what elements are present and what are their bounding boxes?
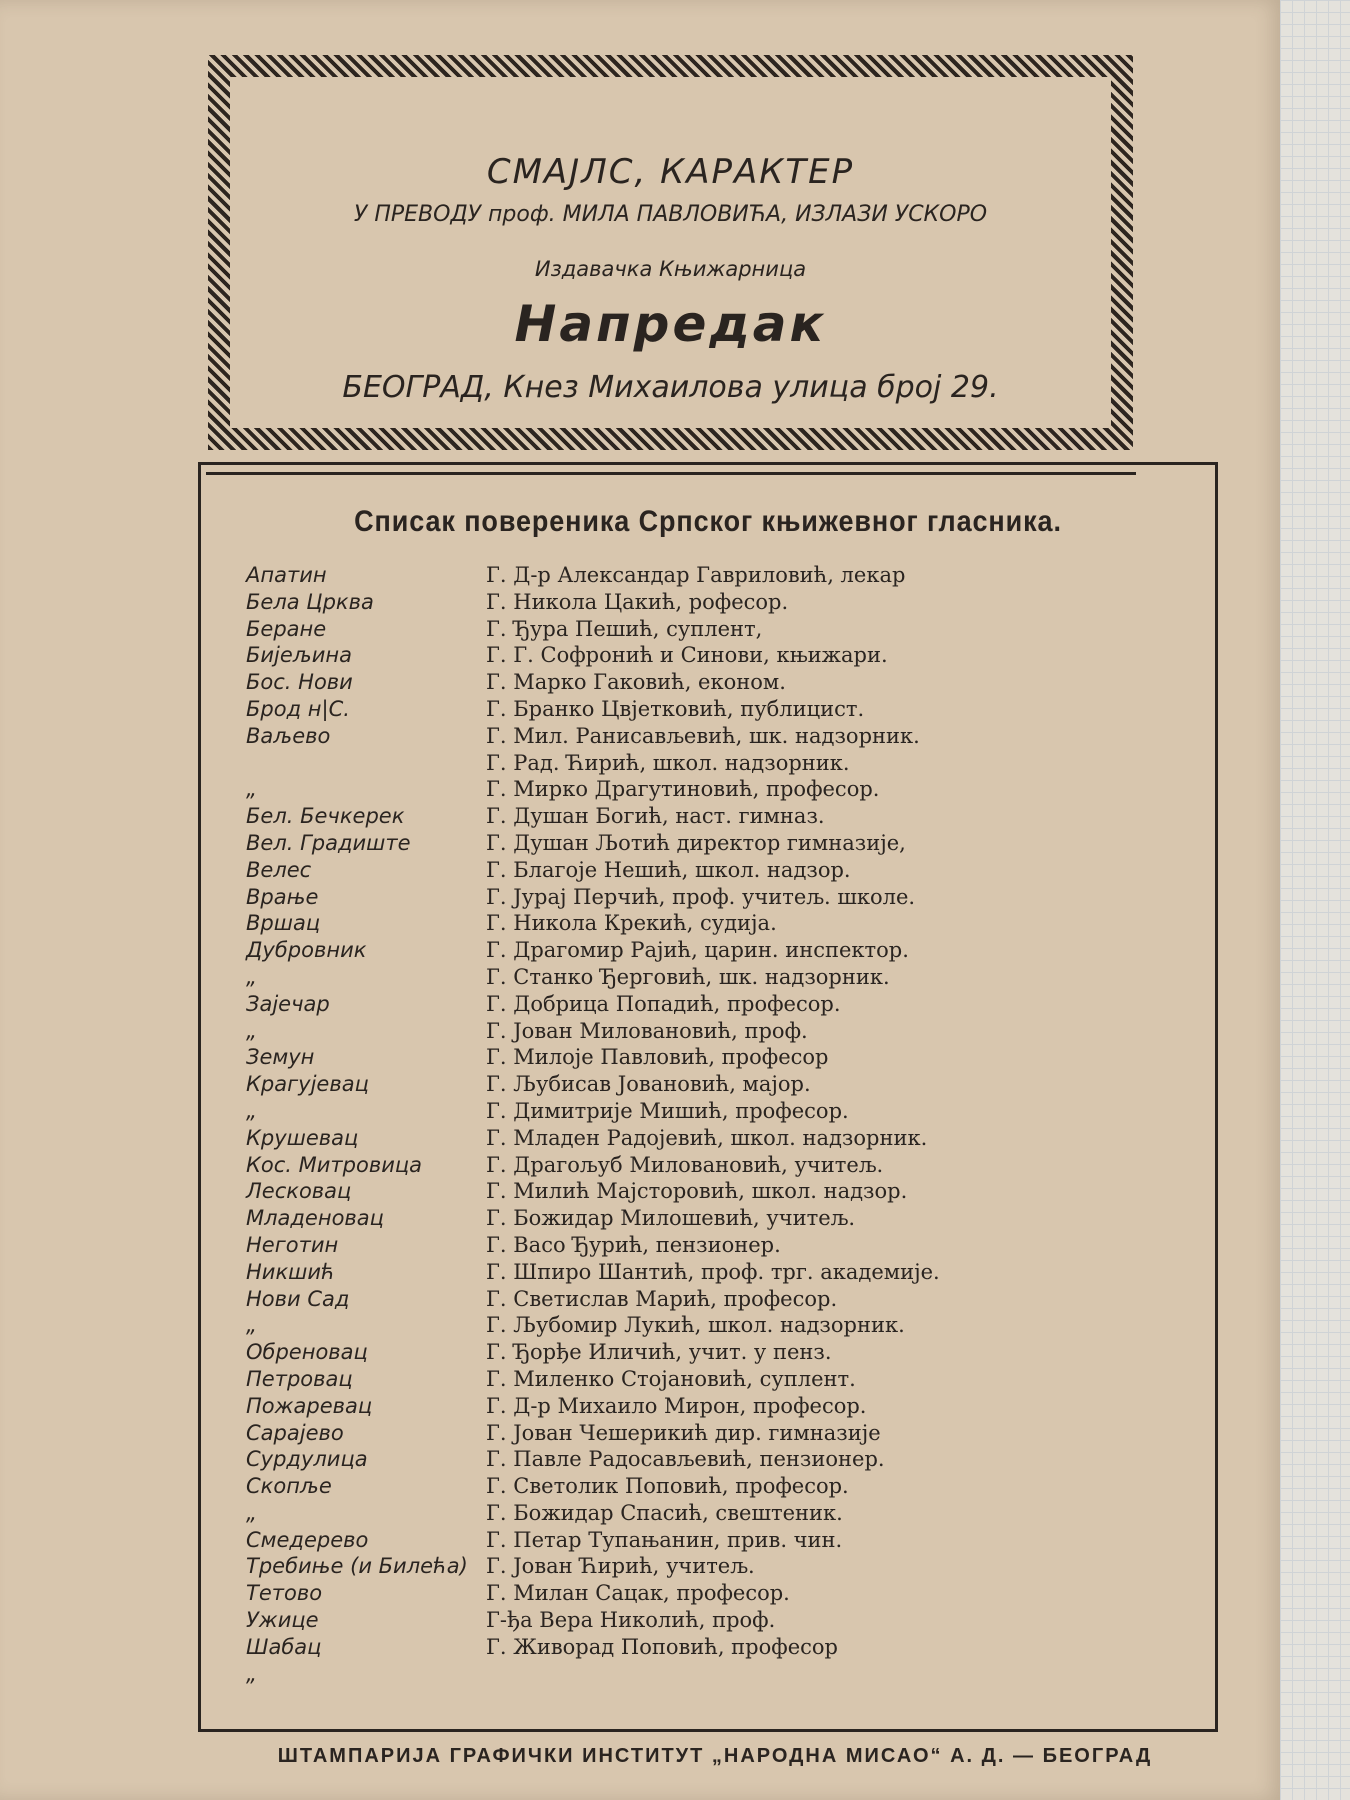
list-item	[246, 1394, 1195, 1421]
list-item	[246, 1313, 1195, 1340]
commissioner-name: Г. Шпиро Шантић, проф. трг. академије.	[486, 1259, 940, 1284]
list-item	[246, 1153, 1195, 1180]
graph-paper-background	[1280, 0, 1350, 1800]
list-item	[246, 1554, 1195, 1581]
commissioner-name: Г. Васо Ђурић, пензионер.	[486, 1232, 781, 1257]
commissioner-name: Г. Младен Радојевић, школ. надзорник.	[486, 1125, 928, 1150]
ad-publisher-name: Напредак	[514, 295, 827, 353]
commissioner-name: Г. Петар Тупањанин, прив. чин.	[486, 1527, 843, 1552]
list-item	[246, 1179, 1195, 1206]
list-item	[246, 831, 1195, 858]
list-item	[246, 1528, 1195, 1555]
commissioner-name: Г-ђа Вера Николић, проф.	[486, 1608, 776, 1633]
town-name: „	[246, 1313, 257, 1338]
commissioner-name: Г. Јован Чешерикић дир. гимназије	[486, 1420, 881, 1445]
town-name: Крагујевац	[246, 1072, 369, 1097]
list-title: Списак повереника Српског књижевног гласника.	[354, 505, 1062, 538]
commissioner-name: Г. Милан Сацак, професор.	[486, 1581, 790, 1606]
town-name: Сурдулица	[246, 1447, 368, 1472]
list-item	[246, 724, 1195, 751]
commissioner-name: Г. Драгомир Рајић, царин. инспектор.	[486, 938, 909, 963]
town-name: Петровац	[246, 1366, 353, 1391]
commissioner-name: Г. Станко Ђерговић, шк. надзорник.	[486, 964, 890, 989]
list-item	[246, 1421, 1195, 1448]
town-name: Бијељина	[246, 643, 353, 668]
town-name: Дубровник	[246, 938, 367, 963]
list-item	[246, 965, 1195, 992]
town-name: „	[246, 964, 257, 989]
list-item	[246, 1099, 1195, 1126]
ad-address: БЕОГРАД, Кнез Михаилова улица број 29.	[342, 370, 999, 405]
list-item	[246, 1126, 1195, 1153]
list-item	[246, 1367, 1195, 1394]
town-name: Лесковац	[246, 1179, 352, 1204]
list-item	[246, 1287, 1195, 1314]
town-name: Земун	[246, 1045, 315, 1070]
list-item	[246, 1501, 1195, 1528]
commissioner-name: Г. Бранко Цвјетковић, публицист.	[486, 696, 865, 721]
commissioner-name: Г. Д-р Михаило Мирон, професор.	[486, 1393, 867, 1418]
commissioner-name: Г. Никола Крекић, судија.	[486, 911, 777, 936]
list-item	[246, 992, 1195, 1019]
town-name: Врање	[246, 884, 319, 909]
list-item	[246, 1260, 1195, 1287]
list-item	[246, 1608, 1195, 1635]
list-item	[246, 590, 1195, 617]
list-item	[246, 1340, 1195, 1367]
commissioner-name: Г. Павле Радосављевић, пензионер.	[486, 1447, 885, 1472]
town-name: Никшић	[246, 1259, 335, 1284]
town-name: Пожаревац	[246, 1393, 373, 1418]
commissioner-name: Г. Љубисав Јовановић, мајор.	[486, 1072, 811, 1097]
list-item	[246, 670, 1195, 697]
commissioner-name: Г. Миленко Стојановић, суплент.	[486, 1366, 856, 1391]
town-name: Ваљево	[246, 723, 331, 748]
list-item	[246, 1635, 1195, 1662]
town-name: Требиње (и Билећа)	[246, 1554, 468, 1579]
town-name: Обреновац	[246, 1340, 368, 1365]
commissioner-name: Г. Душан Љотић директор гимназије,	[486, 830, 906, 855]
commissioner-name: Г. Светолик Поповић, професор.	[486, 1474, 849, 1499]
commissioner-name: Г. Љубомир Лукић, школ. надзорник.	[486, 1313, 905, 1338]
town-name: Смедерево	[246, 1527, 369, 1552]
commissioner-name: Г. Благоје Нешић, школ. надзор.	[486, 857, 851, 882]
list-item	[246, 1233, 1195, 1260]
list-item	[246, 911, 1195, 938]
town-name: Бела Црква	[246, 589, 374, 614]
commissioner-name: Г. Ђура Пешић, суплент,	[486, 616, 763, 641]
town-name: Велес	[246, 857, 312, 882]
town-name: Тетово	[246, 1581, 323, 1606]
list-item	[246, 563, 1195, 590]
town-name: Сарајево	[246, 1420, 344, 1445]
commissioner-name: Г. Светислав Марић, професор.	[486, 1286, 838, 1311]
town-name: „	[246, 1661, 257, 1686]
town-name: „	[246, 1098, 257, 1123]
town-name: „	[246, 1500, 257, 1525]
list-item	[246, 858, 1195, 885]
town-name: Ужице	[246, 1608, 319, 1633]
town-name: Бос. Нови	[246, 670, 353, 695]
town-name: Беране	[246, 616, 327, 641]
commissioner-name: Г. Г. Софронић и Синови, књижари.	[486, 643, 888, 668]
commissioner-name: Г. Д-р Александар Гавриловић, лекар	[486, 563, 906, 587]
commissioner-name: Г. Мирко Драгутиновић, професор.	[486, 777, 880, 802]
list-item	[246, 777, 1195, 804]
list-item	[246, 1447, 1195, 1474]
town-name: Апатин	[246, 563, 327, 587]
commissioner-name: Г. Јован Миловановић, проф.	[486, 1018, 808, 1043]
ad-subtitle: У ПРЕВОДУ проф. МИЛА ПАВЛОВИЋА, ИЗЛАЗИ УСКОРО	[353, 202, 988, 227]
commissioner-name: Г. Милоје Павловић, професор	[486, 1045, 829, 1070]
town-name: Младеновац	[246, 1206, 384, 1231]
commissioner-name: Г. Добрица Попадић, професор.	[486, 991, 841, 1016]
list-item	[246, 885, 1195, 912]
commissioners-list	[198, 462, 1218, 1732]
town-name: „	[246, 777, 257, 802]
town-name: Кос. Митровица	[246, 1152, 423, 1177]
commissioner-name: Г. Јурај Перчић, проф. учитељ. школе.	[486, 884, 916, 909]
list-item	[246, 938, 1195, 965]
list-item	[246, 697, 1195, 724]
town-name: Зајечар	[246, 991, 330, 1016]
list-item	[246, 804, 1195, 831]
town-name: Скопље	[246, 1474, 332, 1499]
commissioner-name: Г. Јован Ћирић, учитељ.	[486, 1554, 755, 1579]
commissioner-name: Г. Драгољуб Миловановић, учитељ.	[486, 1152, 884, 1177]
town-name: Неготин	[246, 1232, 339, 1257]
commissioner-name: Г. Божидар Милошевић, учитељ.	[486, 1206, 856, 1231]
commissioner-name: Г. Ђорђе Иличић, учит. у пенз.	[486, 1340, 832, 1365]
list-item	[246, 1474, 1195, 1501]
commissioner-name: Г. Димитрије Мишић, професор.	[486, 1098, 849, 1123]
town-name: Нови Сад	[246, 1286, 350, 1311]
list-item	[246, 751, 1195, 778]
list-item	[246, 1072, 1195, 1099]
commissioner-name: Г. Душан Богић, наст. гимназ.	[486, 804, 825, 829]
printer-footer: ШТАМПАРИЈА ГРАФИЧКИ ИНСТИТУТ „НАРОДНА МИСАО“ А. Д. — БЕОГРАД	[277, 1745, 1153, 1767]
list-item	[246, 643, 1195, 670]
list-item	[246, 1206, 1195, 1233]
commissioner-name: Г. Рад. Ћирић, школ. надзорник.	[486, 750, 850, 775]
ad-title: СМАЈЛС, КАРАКТЕР	[486, 152, 855, 192]
list-item	[246, 1662, 1195, 1689]
list-item	[246, 1045, 1195, 1072]
advertisement-box	[208, 55, 1133, 450]
list-item	[246, 1581, 1195, 1608]
commissioner-name: Г. Милић Мајсторовић, школ. надзор.	[486, 1179, 908, 1204]
commissioner-name: Г. Божидар Спасић, свештеник.	[486, 1500, 843, 1525]
list-rows	[246, 563, 1195, 1688]
town-name: „	[246, 1018, 257, 1043]
town-name: Крушевац	[246, 1125, 359, 1150]
town-name: Вршац	[246, 911, 321, 936]
commissioner-name: Г. Мил. Ранисављевић, шк. надзорник.	[486, 723, 920, 748]
commissioner-name: Г. Живорад Поповић, професор	[486, 1634, 838, 1659]
town-name: Вел. Градиште	[246, 830, 411, 855]
commissioner-name: Г. Марко Гаковић, економ.	[486, 670, 786, 695]
list-item	[246, 1019, 1195, 1046]
commissioner-name: Г. Никола Цакић, рофесор.	[486, 589, 789, 614]
town-name: Шабац	[246, 1634, 322, 1659]
town-name: Бел. Бечкерек	[246, 804, 405, 829]
town-name: Брод н|С.	[246, 696, 350, 721]
ad-publisher-label: Издавачка Књижарница	[534, 257, 807, 281]
list-item	[246, 617, 1195, 644]
